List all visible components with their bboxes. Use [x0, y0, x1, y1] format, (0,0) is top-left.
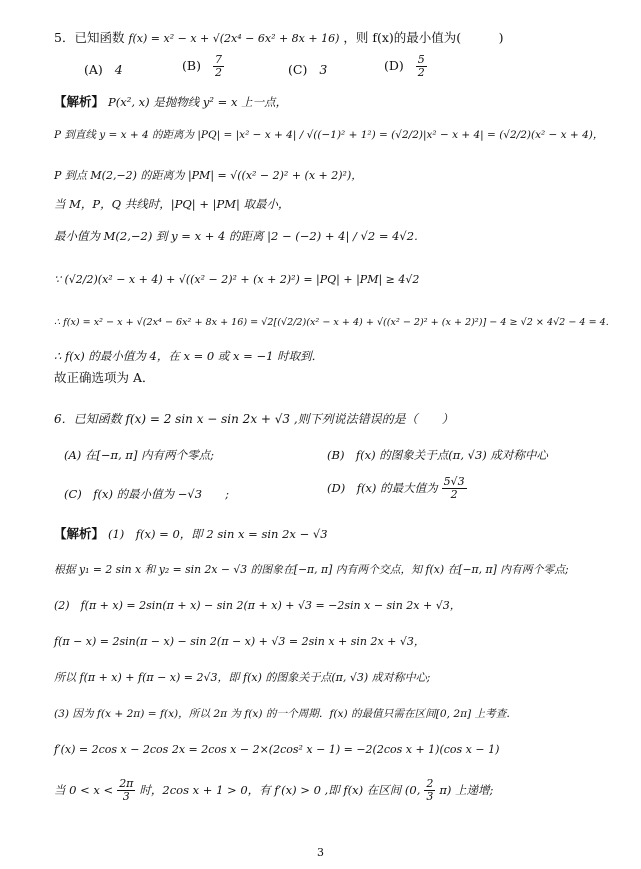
solution-text: (1) f(x) = 0，即 2 sin x = sin 2x − √3 [108, 527, 328, 541]
q5-solution-line-8: ∴ f(x) 的最小值为 4，在 x = 0 或 x = −1 时取到． [54, 349, 324, 363]
solution-fraction [424, 778, 435, 803]
fraction-denominator: 3 [122, 790, 130, 803]
fraction-numerator: 2π [119, 777, 134, 790]
fraction-numerator: 7 [214, 53, 222, 66]
q5-stem-prefix: 5．已知函数 [54, 30, 125, 45]
option-label: (C) [288, 62, 308, 77]
fraction-numerator: 5 [417, 53, 425, 66]
option-fraction [213, 54, 224, 79]
q5-solution-line-5: 最小值为 M(2,−2) 到 y = x + 4 的距离 |2 − (−2) + 4| / √2 = 4√2. [54, 229, 418, 243]
solution-text: 时，2cos x + 1 > 0，有 f′(x) > 0 ,即 f(x) 在区间 (0, [139, 783, 421, 797]
option-fraction [442, 476, 467, 501]
option-label: (B) [182, 58, 201, 73]
option-text: (D) f(x) 的最大值为 [327, 481, 438, 495]
fraction-numerator: 5√3 [443, 475, 465, 488]
q6-option-b: (B) f(x) 的图象关于点(π, √3) 成对称中心 [327, 448, 548, 462]
q6-option-c: (C) f(x) 的最小值为 −√3 ; [64, 487, 229, 501]
q5-solution-line-7: ∴ f(x) = x² − x + √(2x⁴ − 6x² + 8x + 16) = √2[(√2/2)(x² − x + 4) + √((x² − 2)² + (x + 2)²)] − 4 ≥ √2 × 4√2 − 4 = 4. [54, 317, 609, 328]
q6-solution-line-5: 所以 f(π + x) + f(π − x) = 2√3，即 f(x) 的图象关于点(π, √3) 成对称中心; [54, 671, 431, 684]
q6-solution-line-1 [54, 526, 328, 542]
option-fraction [416, 54, 427, 79]
fraction-denominator: 2 [417, 66, 425, 79]
q5-formula: f(x) = x² − x + √(2x⁴ − 6x² + 8x + 16) [128, 32, 340, 45]
q6-option-d [327, 476, 467, 501]
q5-solution-line-3: P 到点 M(2,−2) 的距离为 |PM| = √((x² − 2)² + (x + 2)²)， [54, 169, 363, 182]
option-label: (D) [384, 58, 404, 73]
q6-solution-line-4: f(π − x) = 2sin(π − x) − sin 2(π − x) + √3 = 2sin x + sin 2x + √3， [54, 635, 425, 648]
solution-fraction [117, 778, 135, 803]
q6-solution-line-2: 根据 y₁ = 2 sin x 和 y₂ = sin 2x − √3 的图象在[−π, π] 内有两个交点，知 f(x) 在[−π, π] 内有两个零点; [54, 563, 569, 576]
solution-heading: 【解析】 [54, 94, 105, 109]
q5-solution-line-4: 当 M，P，Q 共线时，|PQ| + |PM| 取最小， [54, 197, 290, 211]
q5-option-d [384, 54, 427, 79]
option-value: 4 [114, 62, 123, 77]
q6-solution-line-7: f′(x) = 2cos x − 2cos 2x = 2cos x − 2×(2cos² x − 1) = −2(2cos x + 1)(cos x − 1) [54, 743, 500, 756]
option-label: (A) [84, 62, 103, 77]
q5-stem [54, 30, 504, 47]
q6-solution-line-6: (3) 因为 f(x + 2π) = f(x)，所以 2π 为 f(x) 的一个周期．f(x) 的最值只需在区间[0, 2π] 上考查． [54, 708, 517, 720]
q5-solution-line-1 [54, 94, 287, 110]
solution-text: 当 0 < x < [54, 783, 114, 797]
q5-solution-line-9: 故正确选项为 A． [54, 370, 155, 385]
q5-solution-line-6: ∵ (√2/2)(x² − x + 4) + √((x² − 2)² + (x + 2)²) = |PQ| + |PM| ≥ 4√2 [54, 273, 420, 286]
q5-solution-line-2: P 到直线 y = x + 4 的距离为 |PQ| = |x² − x + 4| / √((−1)² + 1²) = (√2/2)|x² − x + 4| = (√2/2)(x² − x + 4)， [54, 129, 604, 141]
solution-text: π) 上递增; [439, 783, 494, 797]
fraction-denominator: 2 [214, 66, 222, 79]
solution-text: P(x², x) 是抛物线 y² = x 上一点， [108, 95, 288, 109]
q6-option-a: (A) 在[−π, π] 内有两个零点; [64, 448, 214, 462]
fraction-denominator: 3 [426, 790, 434, 803]
q5-stem-suffix: ，则 f(x)的最小值为( ) [343, 30, 504, 45]
q6-stem: 6．已知函数 f(x) = 2 sin x − sin 2x + √3 ,则下列说法错误的是（ ） [54, 412, 454, 426]
fraction-numerator: 2 [426, 777, 434, 790]
q5-option-a [84, 62, 123, 77]
q5-option-c [288, 62, 327, 77]
solution-heading: 【解析】 [54, 526, 105, 541]
q5-option-b [182, 54, 224, 79]
option-value: 3 [319, 62, 328, 77]
page-number: 3 [317, 846, 324, 859]
fraction-denominator: 2 [450, 488, 458, 501]
q6-solution-line-3: (2) f(π + x) = 2sin(π + x) − sin 2(π + x) + √3 = −2sin x − sin 2x + √3， [54, 599, 461, 612]
q6-solution-line-8 [54, 778, 493, 803]
